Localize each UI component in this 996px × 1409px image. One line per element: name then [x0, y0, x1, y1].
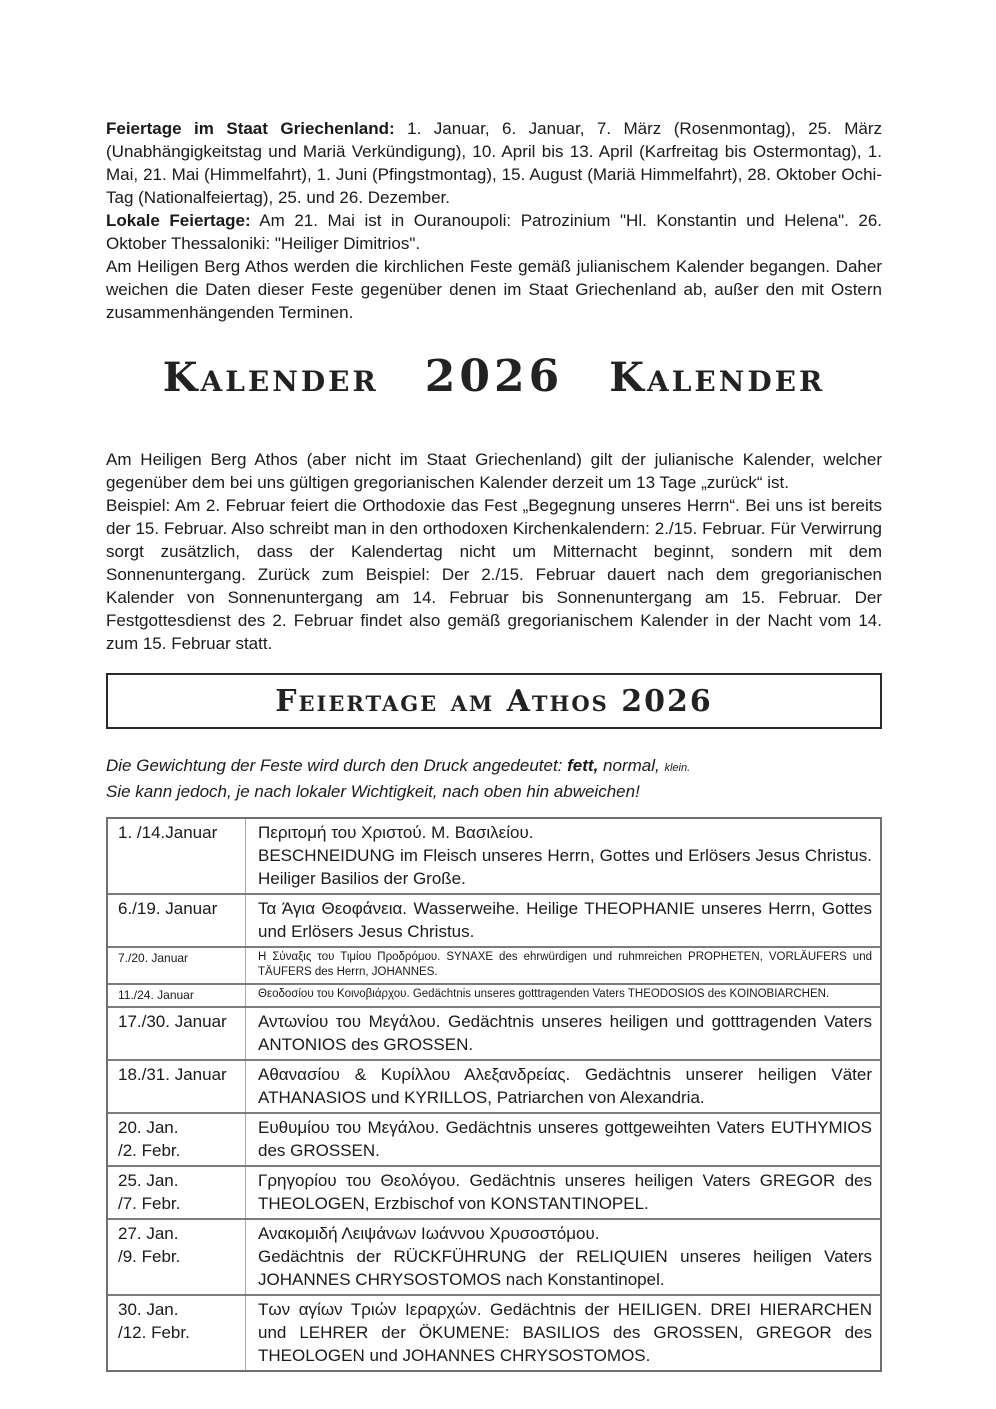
feast-cell — [245, 1167, 880, 1218]
feast-cell — [245, 1220, 880, 1294]
date-line: 6./19. Januar — [118, 899, 218, 918]
feast-cell — [245, 1114, 880, 1165]
table-row — [108, 1218, 880, 1294]
note-normal-sample: normal, — [598, 756, 665, 775]
date-cell — [108, 819, 245, 893]
date-line: 27. Jan. — [118, 1224, 179, 1243]
date-cell — [108, 1167, 245, 1218]
feast-text: Θεοδοσίου του Κοινοβιάρχου. Gedächtnis unseres gotttragenden Vaters THEODOSIOS des KOINOBIARCHEN. — [258, 988, 830, 1000]
date-cell — [108, 948, 245, 983]
date-line: /2. Febr. — [118, 1141, 181, 1160]
table-row — [108, 1006, 880, 1059]
date-cell — [108, 1220, 245, 1294]
feast-text: Τα Άγια Θεοφάνεια. Wasserweihe. Heilige THEOPHANIE unseres Herrn, Gottes und Erlösers Jesus Christus. — [258, 899, 872, 941]
table-row — [108, 893, 880, 946]
explanation-paragraph-1: Am Heiligen Berg Athos (aber nicht im Staat Griechenland) gilt der julianische Kalender, welcher gegenüber dem bei uns gültigen gregorianischen Kalender derzeit um 13 Tage „zurück“ ist. — [106, 450, 882, 492]
calendar-explanation-section — [106, 448, 882, 655]
date-cell — [108, 1296, 245, 1370]
weighting-note-line-1 — [106, 754, 882, 780]
date-line: 30. Jan. — [118, 1300, 179, 1319]
note-small-sample: klein. — [664, 762, 691, 774]
date-cell — [108, 1061, 245, 1112]
feast-text: Αθανασίου & Κυρίλλου Αλεξανδρείας. Gedächtnis unserer heiligen Väter ATHANASIOS und KYRILLOS, Patriarchen von Alexandria. — [258, 1065, 872, 1107]
weighting-note-line-2: Sie kann jedoch, je nach lokaler Wichtigkeit, nach oben hin abweichen! — [106, 782, 640, 801]
main-title-word-right: Kalender — [609, 354, 826, 401]
note-lead: Die Gewichtung der Feste wird durch den Druck angedeutet: — [106, 756, 568, 775]
feast-cell — [245, 895, 880, 946]
feast-text: Των αγίων Τριών Ιεραρχών. Gedächtnis der HEILIGEN. DREI HIERARCHEN und LEHRER der ÖKUMENE: BASILIOS des GROSSEN, GREGOR des THEOLOGEN und JOHANNES CHRYSOSTOMOS. — [258, 1300, 872, 1365]
main-title — [106, 351, 882, 402]
intro-section — [106, 117, 882, 324]
feast-section-title: Feiertage am Athos 2026 — [275, 683, 713, 719]
local-holidays-text: Am 21. Mai ist in Ouranoupoli: Patrozinium "Hl. Konstantin und Helena". 26. Oktober Thessaloniki: "Heiliger Dimitrios". — [106, 211, 883, 253]
feast-cell — [245, 1061, 880, 1112]
date-line: 11./24. Januar — [118, 988, 194, 1002]
feast-cell — [245, 1008, 880, 1059]
date-cell — [108, 1008, 245, 1059]
date-cell — [108, 895, 245, 946]
main-title-year: 2026 — [424, 351, 564, 402]
table-row — [108, 1112, 880, 1165]
date-line: 17./30. Januar — [118, 1012, 227, 1031]
feast-cell — [245, 985, 880, 1006]
table-row — [108, 819, 880, 893]
intro-paragraph-athos-note: Am Heiligen Berg Athos werden die kirchlichen Feste gemäß julianischem Kalender begangen. Daher weichen die Daten dieser Feste gegenüber denen im Staat Griechenland ab, außer den mit Ostern zusammenhängenden Terminen. — [106, 257, 882, 322]
local-holidays-label: Lokale Feiertage: — [106, 211, 251, 230]
date-line: /7. Febr. — [118, 1194, 181, 1213]
note-bold-sample: fett, — [567, 756, 599, 775]
intro-paragraph-local-holidays — [106, 209, 882, 255]
table-row — [108, 1165, 880, 1218]
feast-text: Αντωνίου του Μεγάλου. Gedächtnis unseres heiligen und gotttragenden Vaters ANTONIOS des GROSSEN. — [258, 1012, 872, 1054]
feast-section-title-box — [106, 673, 882, 729]
state-holidays-label: Feiertage im Staat Griechenland: — [106, 119, 395, 138]
page-content — [106, 0, 882, 1372]
state-holidays-text: 1. Januar, 6. Januar, 7. März (Rosenmontag), 25. März (Unabhängigkeitstag und Mariä Verkündigung), 10. April bis 13. April (Karfreitag bis Ostermontag), 1. Mai, 21. Mai (Himmelfahrt), 1. Juni (Pfingstmontag), 15. August (Mariä Himmelfahrt), 28. Oktober Ochi-Tag (Nationalfeiertag), 25. und 26. Dezember. — [106, 119, 882, 207]
table-row — [108, 946, 880, 983]
feast-text: Η Σύναξις του Τιμίου Προδρόμου. SYNAXE des ehrwürdigen und ruhmreichen PROPHETEN, VORLÄUFERS und TÄUFERS des Herrn, JOHANNES. — [258, 951, 872, 978]
main-title-word-left: Kalender — [162, 354, 379, 401]
weighting-note — [106, 754, 882, 804]
feast-cell — [245, 948, 880, 983]
intro-paragraph-state-holidays — [106, 117, 882, 209]
feast-cell — [245, 1296, 880, 1370]
feast-text: Περιτομή του Χριστού. Μ. Βασιλείου. — [258, 823, 534, 842]
feast-text: Γρηγορίου του Θεολόγου. Gedächtnis unseres heiligen Vaters GREGOR des THEOLOGEN, Erzbischof von KONSTANTINOPEL. — [258, 1171, 872, 1213]
feast-cell — [245, 819, 880, 893]
feast-text: BESCHNEIDUNG im Fleisch unseres Herrn, Gottes und Erlösers Jesus Christus. Heiliger Basilios der Große. — [258, 846, 872, 888]
date-line: 1. /14.Januar — [118, 823, 218, 842]
feast-text: Gedächtnis der RÜCKFÜHRUNG der RELIQUIEN unseres heiligen Vaters JOHANNES CHRYSOSTOMOS nach Konstantinopel. — [258, 1247, 872, 1289]
date-line: 20. Jan. — [118, 1118, 179, 1137]
date-line: /9. Febr. — [118, 1247, 181, 1266]
feast-text: Ευθυμίου του Μεγάλου. Gedächtnis unseres gottgeweihten Vaters EUTHYMIOS des GROSSEN. — [258, 1118, 872, 1160]
date-line: 18./31. Januar — [118, 1065, 227, 1084]
date-line: 7./20. Januar — [118, 951, 189, 965]
date-line: /12. Febr. — [118, 1323, 190, 1342]
explanation-paragraph-2: Beispiel: Am 2. Februar feiert die Orthodoxie das Fest „Begegnung unseres Herrn“. Bei uns ist bereits der 15. Februar. Also schreibt man in den orthodoxen Kirchenkalendern: 2./15. Februar. Für Verwirrung sorgt zusätzlich, dass der Kalendertag nicht um Mitternacht beginnt, sondern mit dem Sonnenuntergang. Zurück zum Beispiel: Der 2./15. Februar dauert nach dem gregorianischen Kalender von Sonnenuntergang am 14. Februar bis Sonnenuntergang am 15. Februar. Der Festgottesdienst des 2. Februar findet also gemäß gregorianischem Kalender in der Nacht vom 14. zum 15. Februar statt. — [106, 496, 882, 653]
feast-text: Ανακομιδή Λειψάνων Ιωάννου Χρυσοστόμου. — [258, 1224, 600, 1243]
table-row — [108, 1059, 880, 1112]
feast-table — [106, 817, 882, 1372]
date-cell — [108, 1114, 245, 1165]
date-line: 25. Jan. — [118, 1171, 179, 1190]
table-row — [108, 983, 880, 1006]
table-row — [108, 1294, 880, 1370]
date-cell — [108, 985, 245, 1006]
